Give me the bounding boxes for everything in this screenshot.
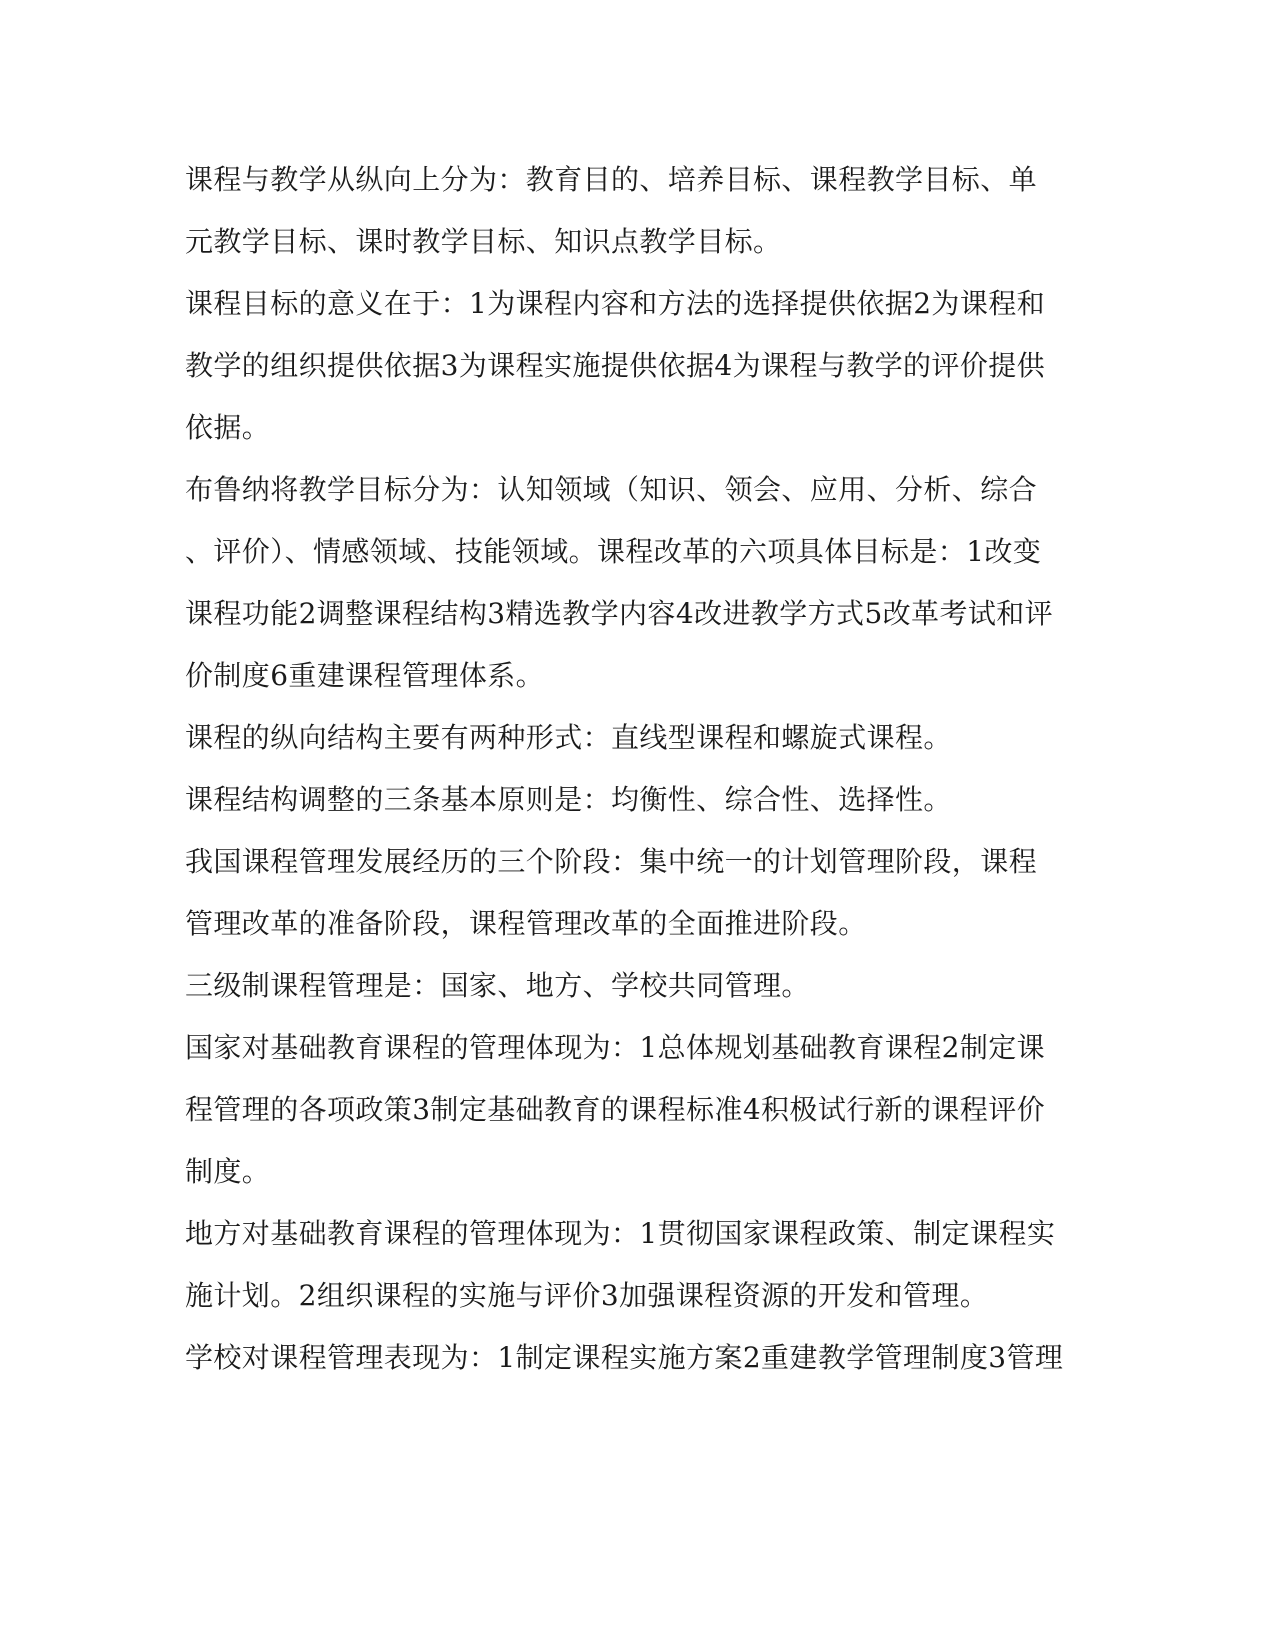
text-line: 课程目标的意义在于：1为课程内容和方法的选择提供依据2为课程和	[185, 287, 1046, 320]
text-line: 我国课程管理发展经历的三个阶段：集中统一的计划管理阶段，课程	[185, 845, 1038, 878]
text-line: 课程与教学从纵向上分为：教育目的、培养目标、课程教学目标、单	[185, 163, 1038, 196]
text-line: 、评价）、情感领域、技能领域。课程改革的六项具体目标是：1改变	[185, 535, 1042, 568]
text-line: 元教学目标、课时教学目标、知识点教学目标。	[185, 225, 782, 258]
text-line: 学校对课程管理表现为：1制定课程实施方案2重建教学管理制度3管理	[185, 1341, 1064, 1374]
text-line: 布鲁纳将教学目标分为：认知领域（知识、领会、应用、分析、综合	[185, 473, 1038, 506]
text-line: 国家对基础教育课程的管理体现为：1总体规划基础教育课程2制定课	[185, 1031, 1046, 1064]
text-line: 管理改革的准备阶段，课程管理改革的全面推进阶段。	[185, 907, 867, 940]
text-line: 施计划。2组织课程的实施与评价3加强课程资源的开发和管理。	[185, 1279, 989, 1312]
text-line: 依据。	[185, 411, 271, 444]
text-line: 程管理的各项政策3制定基础教育的课程标准4积极试行新的课程评价	[185, 1093, 1046, 1126]
text-line: 课程结构调整的三条基本原则是：均衡性、综合性、选择性。	[185, 783, 952, 816]
text-line: 地方对基础教育课程的管理体现为：1贯彻国家课程政策、制定课程实	[185, 1217, 1056, 1250]
text-line: 课程的纵向结构主要有两种形式：直线型课程和螺旋式课程。	[185, 721, 952, 754]
text-line: 制度。	[185, 1155, 271, 1188]
text-line: 三级制课程管理是：国家、地方、学校共同管理。	[185, 969, 810, 1002]
text-line: 课程功能2调整课程结构3精选教学内容4改进教学方式5改革考试和评	[185, 597, 1054, 630]
text-line: 价制度6重建课程管理体系。	[185, 659, 545, 692]
text-line: 教学的组织提供依据3为课程实施提供依据4为课程与教学的评价提供	[185, 349, 1046, 382]
